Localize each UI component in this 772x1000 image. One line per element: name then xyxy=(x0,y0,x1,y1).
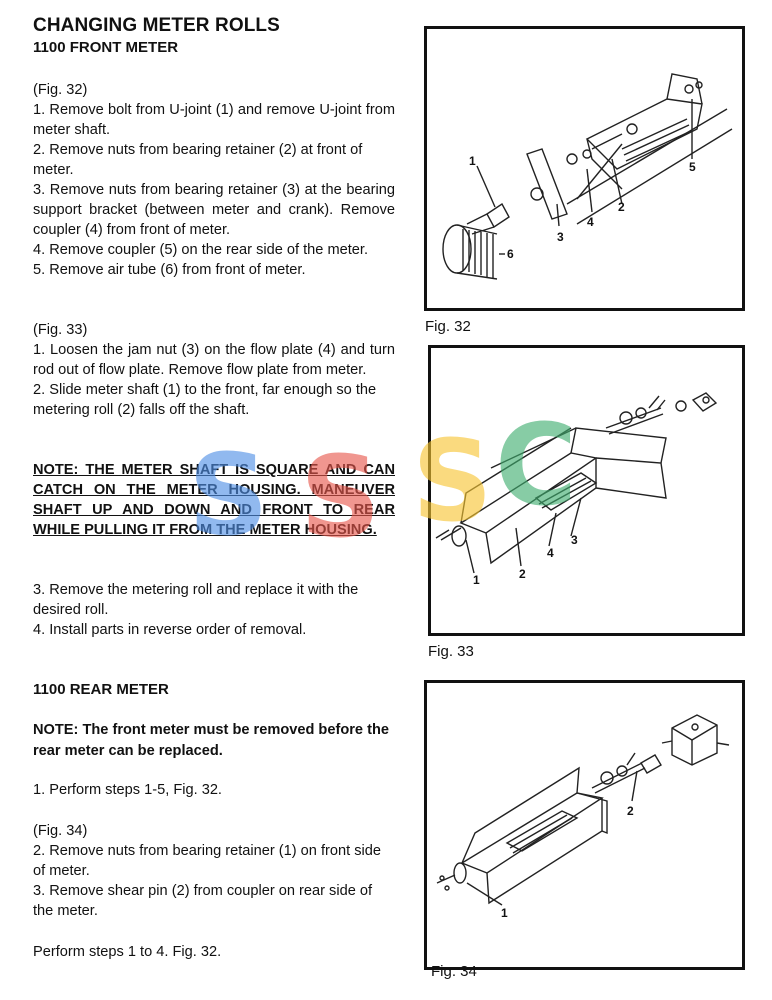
fig33-callout-1: 1 xyxy=(473,573,480,587)
step-text: 3. Remove nuts from bearing retainer (3) at the bearing support bracket (between meter and crank). Remove coupler (4) from front of meter. xyxy=(33,182,395,238)
front-meter-fig32-steps xyxy=(33,80,395,280)
shaft-note: NOTE: THE METER SHAFT IS SQUARE AND CAN CATCH ON THE METER HOUSING. MANEUVER SHAFT UP AND DOWN AND FRONT TO REAR WHILE PULLING IT FROM THE METER HOUSING. xyxy=(33,462,395,538)
watermark-letter: S xyxy=(188,431,269,561)
fig32-callout-4: 4 xyxy=(587,215,594,229)
fig33-callout-4: 4 xyxy=(547,546,554,560)
step-text: 3. Remove shear pin (2) from coupler on rear side of the meter. xyxy=(33,883,373,919)
rear-meter-fig34-steps xyxy=(33,821,395,921)
step-text: 3. Remove the metering roll and replace it with the desired roll. xyxy=(33,582,359,618)
fig33-reference: (Fig. 33) xyxy=(33,322,88,338)
fig32-callout-5: 5 xyxy=(689,160,696,174)
step-text: 1. Remove bolt from U-joint (1) and remove U-joint from meter shaft. xyxy=(33,102,395,138)
rear-meter-note: NOTE: The front meter must be removed before the rear meter can be replaced. xyxy=(33,722,389,759)
step-text: 2. Remove nuts from bearing retainer (2) at front of meter. xyxy=(33,142,363,178)
step-text: 4. Install parts in reverse order of removal. xyxy=(33,622,307,638)
fig34-drawing xyxy=(427,683,742,967)
fig32-caption: Fig. 32 xyxy=(425,318,471,335)
step-text: 1. Loosen the jam nut (3) on the flow plate (4) and turn rod out of flow plate. Remove flow plate from meter. xyxy=(33,342,395,378)
front-meter-fig33-steps xyxy=(33,320,395,420)
watermark-letter: C xyxy=(495,401,578,531)
fig32-reference: (Fig. 32) xyxy=(33,82,88,98)
front-meter-final-steps xyxy=(33,580,395,640)
step-text: 4. Remove coupler (5) on the rear side of the meter. xyxy=(33,242,369,258)
fig32-callout-2: 2 xyxy=(618,200,625,214)
fig33-callout-2: 2 xyxy=(519,567,526,581)
fig33-callout-3: 3 xyxy=(571,533,578,547)
fig32-callout-6: 6 xyxy=(507,247,514,261)
fig34-caption: Fig. 34 xyxy=(431,963,477,980)
fig32-callout-1: 1 xyxy=(469,154,476,168)
fig34-reference: (Fig. 34) xyxy=(33,823,88,839)
step-text: 5. Remove air tube (6) from front of meter. xyxy=(33,262,306,278)
front-meter-heading: 1100 FRONT METER xyxy=(33,39,179,56)
watermark-letter: S xyxy=(412,417,493,547)
step-text: 2. Remove nuts from bearing retainer (1) on front side of meter. xyxy=(33,843,381,879)
rear-meter-heading: 1100 REAR METER xyxy=(33,681,169,698)
page-title: CHANGING METER ROLLS xyxy=(33,15,280,36)
step-text: 2. Slide meter shaft (1) to the front, far enough so the metering roll (2) falls off the shaft. xyxy=(33,382,377,418)
fig34-callout-2: 2 xyxy=(627,804,634,818)
fig34-callout-1: 1 xyxy=(501,906,508,920)
fig33-caption: Fig. 33 xyxy=(428,643,474,660)
rear-meter-step1: 1. Perform steps 1-5, Fig. 32. xyxy=(33,782,222,798)
fig32-callout-3: 3 xyxy=(557,230,564,244)
figure-34 xyxy=(424,680,745,970)
fig32-drawing xyxy=(427,29,742,308)
rear-meter-closing: Perform steps 1 to 4. Fig. 32. xyxy=(33,944,222,960)
figure-32 xyxy=(424,26,745,311)
watermark-letter: S xyxy=(300,433,381,563)
